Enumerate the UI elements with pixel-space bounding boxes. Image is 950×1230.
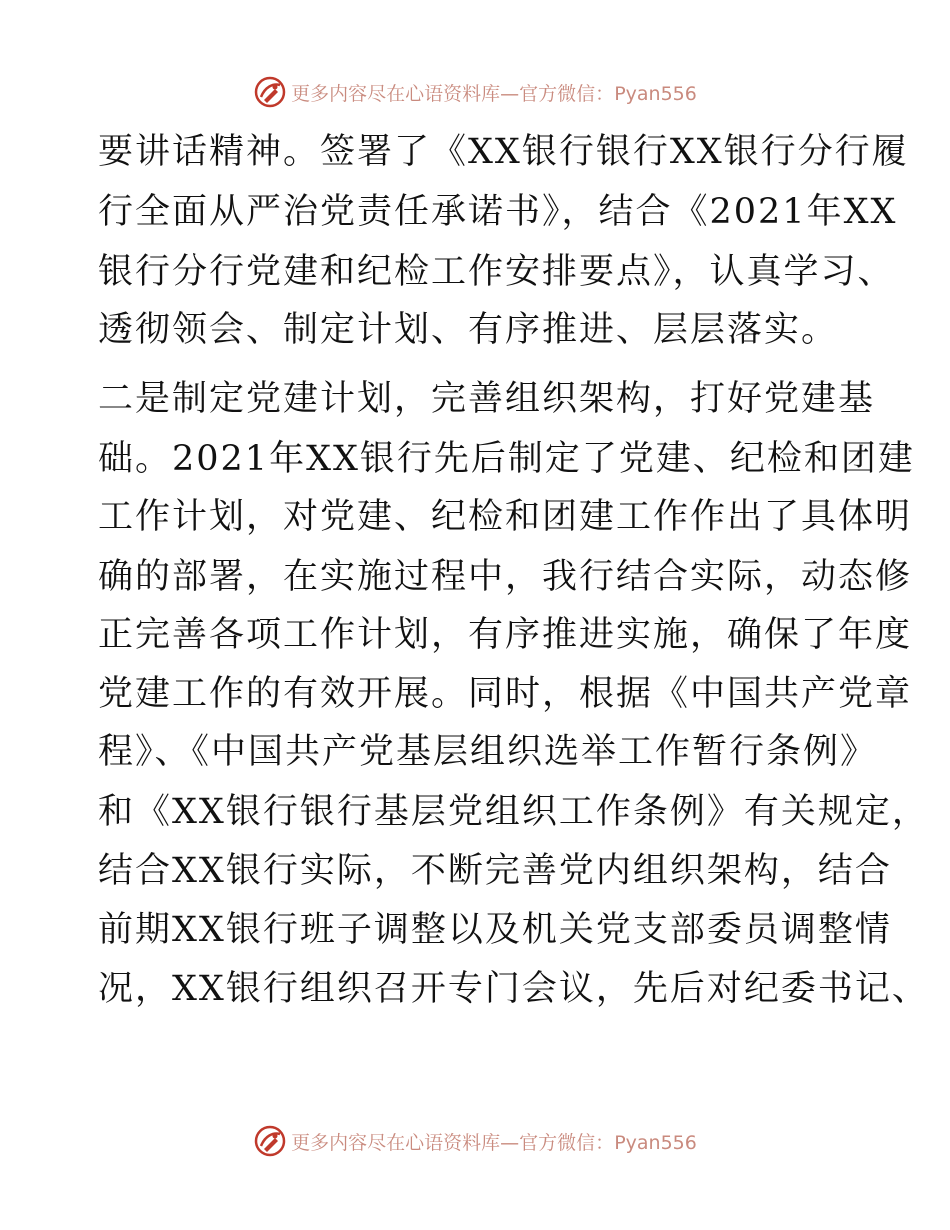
- header-watermark: [0, 72, 950, 112]
- text-line: 前期XX银行班子调整以及机关党支部委员调整情: [98, 910, 892, 950]
- watermark-site-name: 更多内容尽在心语资料库: [291, 82, 501, 105]
- text-line: 要讲话精神。签署了《XX银行银行XX银行分行履: [98, 132, 909, 172]
- text-line: 党建工作的有效开展。同时，根据《中国共产党章: [98, 674, 913, 714]
- logo-icon: [253, 75, 287, 109]
- text-line: 况，XX银行组织召开专门会议，先后对纪委书记、: [98, 969, 929, 1009]
- text-line: 二是制定党建计划，完善组织架构，打好党建基: [98, 379, 876, 419]
- text-line: 工作计划，对党建、纪检和团建工作作出了具体明: [98, 497, 913, 537]
- text-line: 和《XX银行银行基层党组织工作条例》有关规定，: [98, 792, 929, 832]
- text-line: 程》、《中国共产党基层组织选举工作暂行条例》: [98, 732, 878, 772]
- footer-watermark: [0, 1121, 950, 1161]
- text-line: 透彻领会、制定计划、有序推进、层层落实。: [98, 310, 839, 350]
- watermark-wechat-id: Pyan556: [614, 82, 697, 105]
- watermark-wechat-id: Pyan556: [614, 1131, 697, 1154]
- watermark-label: 官方微信：: [519, 1131, 615, 1154]
- watermark-separator: —: [500, 1131, 520, 1154]
- watermark-site-name: 更多内容尽在心语资料库: [291, 1131, 501, 1154]
- text-line: 行全面从严治党责任承诺书》，结合《2021年XX: [98, 192, 898, 232]
- watermark-label: 官方微信：: [519, 82, 615, 105]
- text-line: 确的部署，在实施过程中，我行结合实际，动态修: [98, 557, 913, 597]
- text-line: 银行分行党建和纪检工作安排要点》，认真学习、: [98, 252, 895, 292]
- watermark-separator: —: [500, 82, 520, 105]
- watermark-text: [291, 1128, 697, 1155]
- text-line: 正完善各项工作计划，有序推进实施，确保了年度: [98, 615, 913, 655]
- logo-icon: [253, 1124, 287, 1158]
- text-line: 结合XX银行实际，不断完善党内组织架构，结合: [98, 851, 892, 891]
- watermark-text: [291, 79, 697, 106]
- text-line: 础。2021年XX银行先后制定了党建、纪检和团建: [98, 439, 915, 479]
